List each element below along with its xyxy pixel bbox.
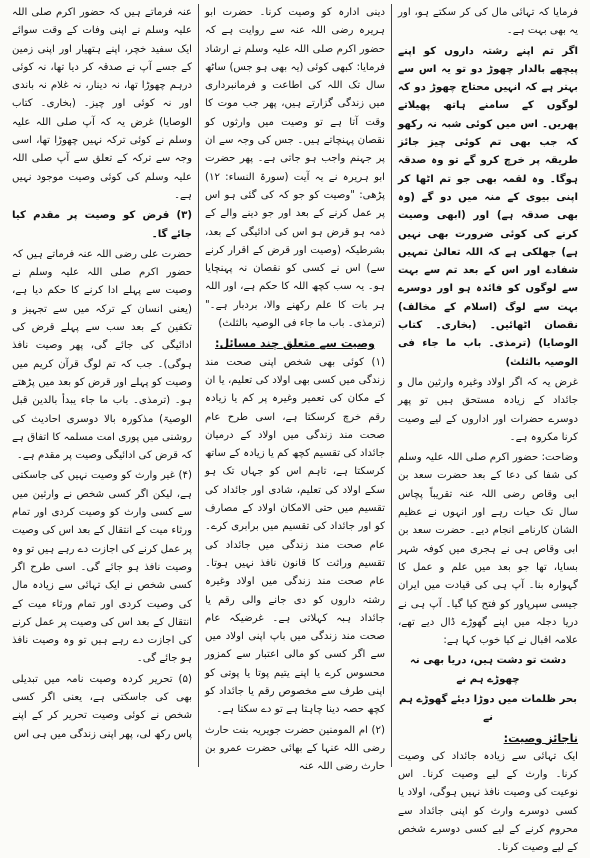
paragraph: (۳) قرض کو وصیت پر مقدم کیا جائے گا۔ [12, 210, 192, 240]
column-right [392, 4, 584, 854]
paragraph: (۵) تحریر کردہ وصیت نامہ میں تبدیلی بھی کی جاسکتی ہے، یعنی اگر کسی شخص نے کوئی وصیت تحریر کر کے اپنے پاس رکھ لی، پھر اپنی زندگی میں ہی اس [12, 673, 192, 740]
paragraph: غرض یہ کہ اگر اولاد وغیرہ وارثین مال و جائداد کے زیادہ مستحق ہیں تو پھر دوسرے حضرات اور اداروں کے لیے وصیت کرنا مکروہ ہے۔ [398, 376, 578, 443]
column-left [6, 4, 199, 767]
paragraph: فرمایا کہ تہائی مال کی کر سکتے ہو، اور یہ بھی بہت ہے۔ [398, 7, 578, 37]
poetry-verse: دشت تو دشت ہیں، دریا بھی نہ چھوڑے ہم نے [409, 655, 567, 685]
poetry-verse: بحر ظلمات میں دوڑا دیئے گھوڑے ہم نے [399, 693, 577, 724]
list-item: (۲) ام المومنین حضرت جویریہ بنت حارث رضی اللہ عنہا کے بھائی حضرت عمرو بن حارث رضی اللہ عنہ [205, 724, 385, 773]
list-item: (۱) کوئی بھی شخص اپنی صحت مند زندگی میں کسی بھی اولاد کی تعلیم، یا ان کے مکان کی تعمیر وغیرہ پر کم یا زیادہ رقم خرچ کرسکتا ہے، اسی طرح عام صحت مند زندگی میں اولاد کے درمیان جائداد کی تقسیم کچھ کم یا زیادہ کے ساتھ کرسکتا ہے، تاہم اس کو جہاں تک ہو سکے اولاد کی تعلیم، شادی اور جائداد کی تقسیم میں حتی الامکان اولاد کے مصارف کو اور جائداد کی تقسیم میں برابری کرے۔ عام صحت مند زندگی میں جائداد کی تقسیم وراثت کا قانون نافذ نہیں ہوتا۔ عام صحت مند زندگی میں اولاد وغیرہ رشتہ داروں کو دی جانے والی رقم یا جائداد ہبہ کہلاتی ہے۔ غرضیکہ عام صحت مند زندگی میں باپ اپنی اولاد میں سے اگر کسی کو مالی اعتبار سے کمزور محسوس کرے یا اپنے یتیم پوتا یا پوتی کو اپنی طرف سے مخصوص رقم یا جائداد کو کچھ حصہ دینا چاہتا ہے تو دے سکتا ہے۔ [205, 356, 385, 716]
paragraph: دینی ادارہ کو وصیت کرنا۔ حضرت ابو ہریرہ رضی اللہ عنہ سے روایت ہے کہ حضور اکرم صلی اللہ علیہ وسلم نے ارشاد فرمایا: کبھی کوئی (یہ بھی ہو جس) ساٹھ سال تک اللہ کی اطاعت و فرمانبرداری میں زندگی گزارتے ہیں، پھر جب موت کا وقت آتا ہے تو وصیت میں وارثوں کو نقصان پہنچاتے ہیں۔ جس کی وجہ سے ان پر جہنم واجب ہو جاتی ہے۔ پھر حضرت ابو ہریرہ نے یہ آیت (سورۃ النساء: ۱۲) پڑھی: "وصیت کو جو کہ کی گئی ہو اس پر عمل کرنے کے بعد اور جو دینے والے کے ذمہ ہو قرض ہو اس کی ادائیگی کے بعد، بشرطیکہ (وصیت اور قرض کے اقرار کرنے سے) اس نے کسی کو نقصان نہ پہنچایا ہو۔ یہ سب کچھ اللہ کا حکم ہے، اور اللہ ہر بات کا علم رکھنے والا، بردبار ہے۔" (ترمذی۔ باب ما جاء فی الوصیہ بالثلث) [205, 7, 385, 330]
paragraph: وضاحت: حضور اکرم صلی اللہ علیہ وسلم کی شفا کی دعا کے بعد حضرت سعد بن ابی وقاص رضی اللہ عنہ تقریباً پچاس سال تک حیات رہے اور انہوں نے عظیم الشان کارنامے انجام دیے۔ حضرت سعد بن ابی وقاص ہی نے ہجری میں کوفہ شہر بسایا، تھا جو بعد میں علم و عمل کا گہوارہ بنا۔ آپ ہی کی قیادت میں ایران جیسی سپرپاور کو فتح کیا گیا۔ آپ ہی نے دریا دجلہ میں اپنے گھوڑے ڈال دیے تھے، علامہ اقبال نے کیا خوب کہا ہے: [398, 452, 578, 647]
paragraph: عنہ فرماتے ہیں کہ حضور اکرم صلی اللہ علیہ وسلم نے اپنی وفات کے وقت سوائے ایک سفید خچر، اپنے ہتھیار اور اپنی زمین کے جسے آپ نے صدقہ کر دیا تھا، نہ کوئی درہم چھوڑا تھا، نہ دینار، نہ غلام نہ باندی اور نہ کوئی اور چیز۔ (بخاری۔ کتاب الوصایا) غرض یہ کہ آپ صلی اللہ علیہ وسلم نے کوئی ترکہ نہیں چھوڑا تھا، اسی وجہ سے ترکہ کے تعلق سے آپ صلی اللہ علیہ وسلم کی کوئی وصیت موجود نہیں ہے۔ [12, 7, 192, 201]
paragraph: (۴) غیر وارث کو وصیت نہیں کی جاسکتی ہے، لیکن اگر کسی شخص نے وارثین میں سے کسی وارث کو وصیت کردی اور تمام ورثاء میت کے انتقال کے بعد اس کی وصیت پر عمل کرنے کی اجازت دے رہے ہیں تو وہ وصیت نافذ ہو جائے گی۔ اسی طرح اگر کسی شخص نے ایک تہائی سے زیادہ مال کی وصیت کردی اور تمام ورثاء میت کے انتقال کے بعد اس کی وصیت پر عمل کرنے کی اجازت دے رہے ہیں تو وہ وصیت نافذ ہو جائے گی۔ [12, 470, 192, 665]
column-middle [199, 4, 392, 773]
paragraph: ایک تہائی سے زیادہ جائداد کی وصیت کرنا۔ وارث کے لیے وصیت کرنا۔ اس نوعیت کی وصیت نافذ نہیں ہوگی، اولاد یا کسی دوسرے وارث کو اپنی جائداد سے محروم کرنے کے لیے کسی دوسرے شخص کے لیے وصیت کرنا۔ [398, 750, 578, 854]
section-heading: ناجائز وصیت: [503, 731, 578, 745]
section-heading: وصیت سے متعلق چند مسائل: [214, 337, 376, 351]
paragraph: اگر تم اپنے رشتہ داروں کو اپنے پیچھے بالدار چھوڑ دو تو یہ اس سے بہتر ہے کہ انہیں محتاج چھوڑ دو کہ لوگوں کے سامنے ہاتھ پھیلاتے پھریں۔ اس میں کوئی شبہ نہ رکھو کہ جب بھی تم کوئی چیز جائز طریقہ پر خرچ کرو گے تو وہ صدقہ ہوگا۔ وہ لقمہ بھی جو تم اٹھا کر اپنی بیوی کے منہ میں دو گے (وہ بھی صدقہ ہے) اور (ابھی وصیت کرنے کی کوئی ضرورت بھی نہیں ہے) جھلکی ہے کہ اللہ تعالیٰ تمہیں شفادے اور اس کے بعد تم سے بہت سے لوگوں کو فائدہ ہو اور دوسرے بہت سے لوگ (اسلام کے مخالف) نقصان اٹھائیں۔ (بخاری۔ کتاب الوصایا) (ترمذی۔ باب ما جاء فی الوصیہ بالثلث) [398, 45, 578, 368]
paragraph: حضرت علی رضی اللہ عنہ فرماتے ہیں کہ حضور اکرم صلی اللہ علیہ وسلم نے وصیت سے پہلے ادا کرنے کا حکم دیا ہے، (یعنی انسان کے ترکہ میں سے تجہیز و تکفین کے بعد سب سے پہلے قرض کی ادائیگی کی جائے گی، پھر وصیت نافذ ہوگی)۔ جب کہ تم لوگ قرآن کریم میں وصیت کو پہلے اور قرض کو بعد میں پڑھتے ہو۔ (ترمذی۔ باب ما جاء یبدأ بالدین قبل الوصیۃ) مذکورہ بالا دوسری احادیث کی روشنی میں پوری امت مسلمہ کا اتفاق ہے کہ قرض کی ادائیگی وصیت پر مقدم ہے۔ [12, 248, 192, 462]
